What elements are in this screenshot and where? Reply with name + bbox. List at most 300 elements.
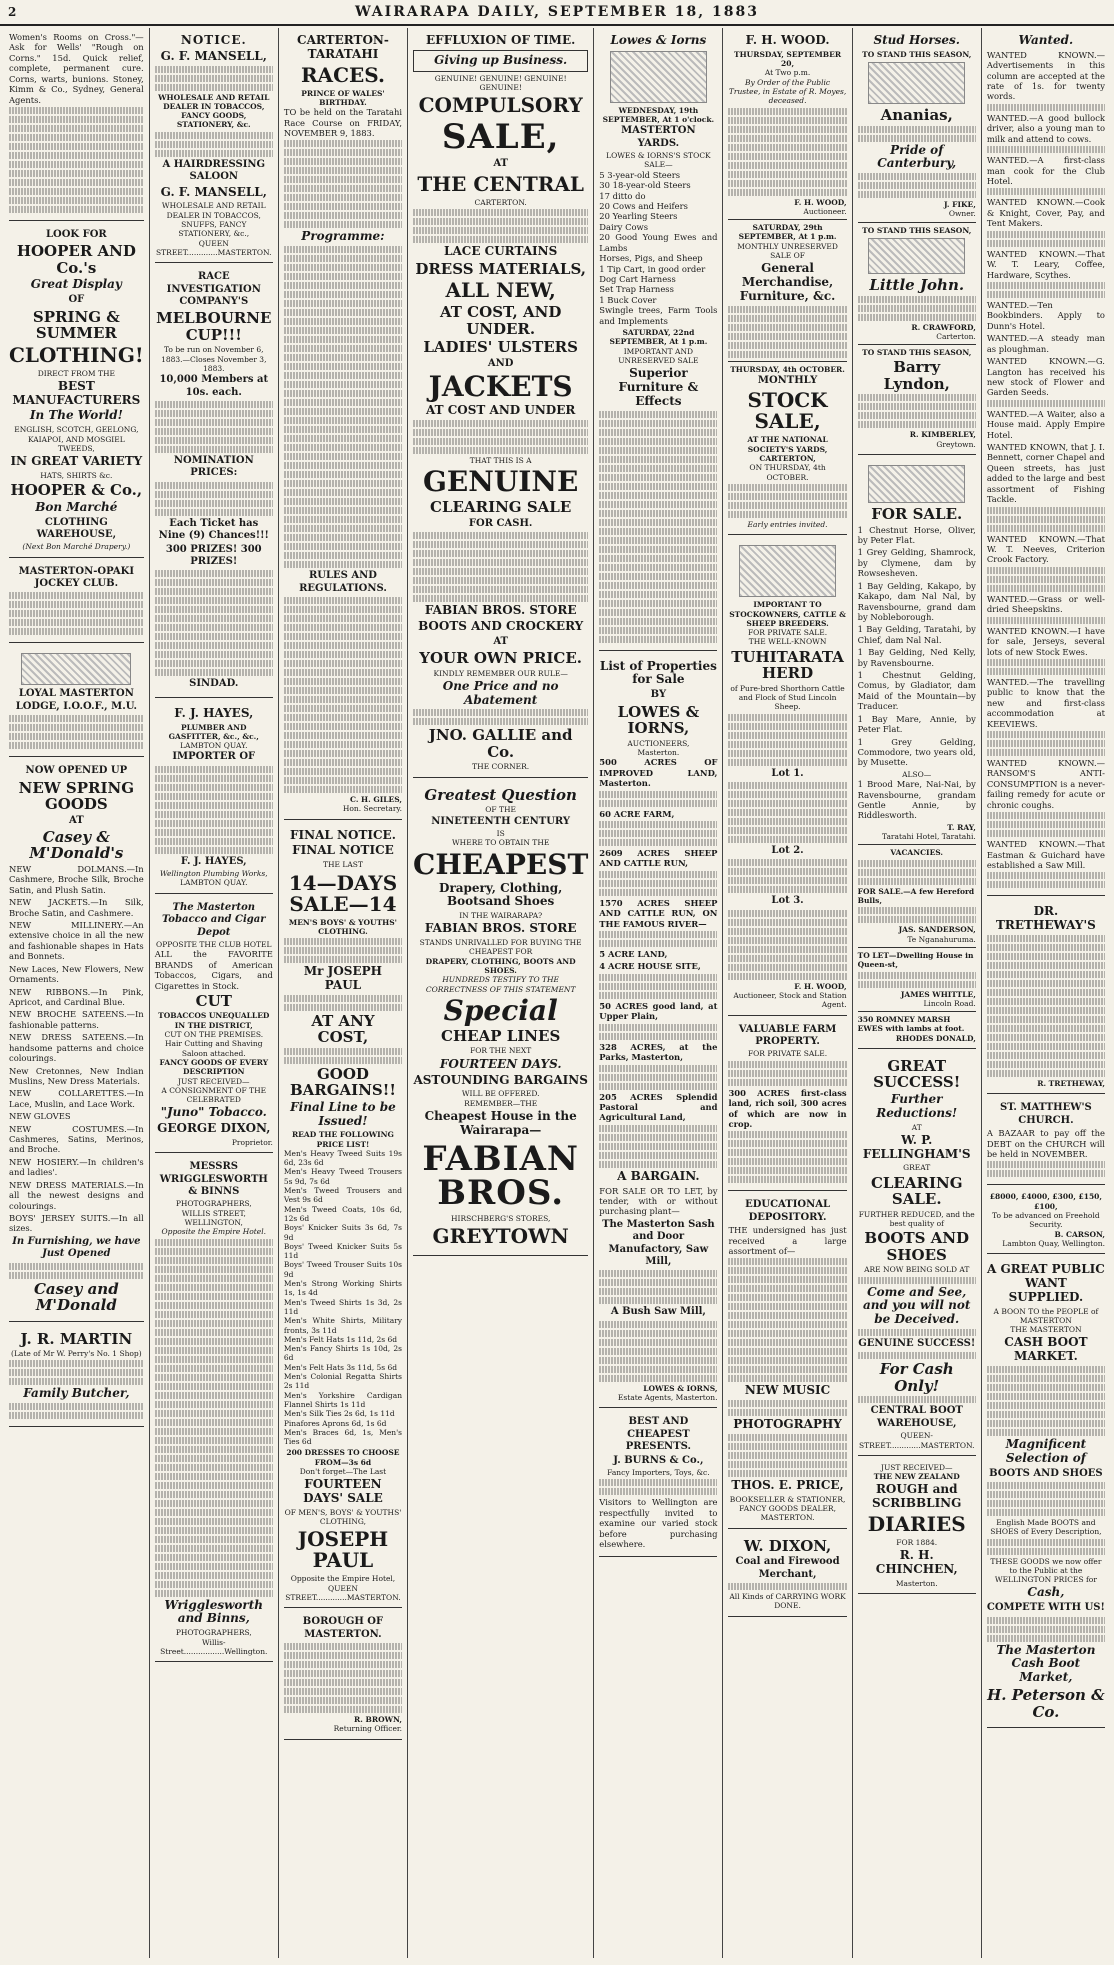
of-the: OF THE [485, 805, 517, 815]
column-3 [279, 28, 408, 1958]
ad-fabian [413, 781, 588, 1256]
cheap-lines: CHEAP LINES [441, 1026, 561, 1045]
horse-list-item: 1 Bay Gelding, Taratahi, by Chief, dam Nal Nal. [857, 624, 976, 645]
column-5 [594, 28, 723, 1958]
ad-mansell-notice [155, 28, 273, 263]
ad-price [728, 1194, 846, 1528]
fourteen: FOURTEEN DAYS. [439, 1056, 562, 1071]
at-two: At Two p.m. [764, 68, 811, 78]
wanted-item: WANTED.—Ten Bookbinders. Apply to Dunn's Hotel. [986, 299, 1105, 331]
ad-carson [987, 1188, 1105, 1254]
stud-header: Stud Horses. [873, 33, 960, 47]
casey-item: NEW COSTUMES.—In Cashmeres, Satins, Merinos, and Broche. [9, 1123, 144, 1155]
ad-lodge [9, 646, 144, 757]
at-cost-under: AT COST AND UNDER [425, 403, 576, 418]
casey-item: NEW RIBBONS.—In Pink, Apricot, and Cardinal Blue. [9, 986, 144, 1007]
race-inv: RACE INVESTIGATION COMPANY'S [166, 271, 261, 307]
ad-hayes [155, 701, 273, 894]
column-6 [723, 28, 852, 1958]
general: General Merchandise, Furniture, &c. [739, 261, 836, 303]
list-props: List of Properties for Sale [599, 658, 717, 687]
wanted-item: WANTED.—A first-class man cook for the Club Hotel. [986, 155, 1105, 187]
nai-nai: 1 Brood Mare, Nai-Nai, by Ravensbourne, grandam Gentle Annie, by Riddlesworth. [857, 779, 976, 821]
consignment: A CONSIGNMENT OF THE CELEBRATED [161, 1085, 267, 1105]
cut: CUT [195, 991, 232, 1010]
at-the: AT THE NATIONAL SOCIETY'S YARDS, CARTERTON, [747, 435, 828, 464]
great: GREAT [903, 1163, 931, 1173]
acres-60: 60 ACRE FARM, [599, 808, 675, 819]
these-goods: THESE GOODS we now offer to the Public at the WELLINGTON PRICES for [990, 1556, 1102, 1585]
owner: Owner. [948, 209, 976, 219]
casey-item: New Cretonnes, New Indian Muslins, New Dress Materials. [9, 1065, 144, 1086]
casey-item: NEW JACKETS.—In Silk, Broche Satin, and Cashmere. [9, 897, 144, 918]
stands: STANDS UNRIVALLED FOR BUYING THE [419, 938, 582, 948]
clearing: CLEARING SALE. [870, 1173, 963, 1209]
melbourne: MELBOURNE CUP!!! [156, 309, 272, 344]
lambton: LAMBTON QUAY. [180, 741, 248, 751]
little-john: Little John. [869, 276, 965, 295]
casey-item: NEW COLLARETTES.—In Lace, Muslin, and Lace Work. [9, 1088, 144, 1109]
masterton-cash: The Masterton Cash Boot Market, [996, 1642, 1096, 1685]
educational: EDUCATIONAL DEPOSITORY. [745, 1199, 831, 1223]
giving-up: Giving up Business. [413, 50, 588, 72]
column-2 [150, 28, 279, 1958]
mens-suits: Men's Heavy Tweed Suits 19s 6d, 23s 6d Men's Heavy Tweed Trousers 5s 9d, 7s 6d Men's Tweed Trousers and Vest 9s 6d Men's Tweed Coats, 10s 6d, 12s 6d Boys' Knicker Suits 3s 6d, 7s 9d Boys' Tweed Knicker Suits 5s 11d Boys' Tweed Trouser Suits 10s 9d Men's Strong Working Shirts 1s, 1s 4d Men's Tweed Shirts 1s 3d, 2s 11d Men's White Shirts, Military fronts, 3s 11d Men's Felt Hats 1s 11d, 2s 6d Men's Fancy Shirts 1s 10d, 2s 6d Men's Felt Hats 3s 11d, 5s 6d Men's Colonial Regatta Shirts 2s 11d Men's Yorkshire Cardigan Flannel Shirts 1s 11d Men's Silk Ties 2s 6d, 1s 11d Pinafores Aprons 6d, 1s 6d Men's Braces 6d, 1s, Men's Ties 6d [283, 1148, 403, 1447]
prince: PRINCE OF WALES' BIRTHDAY. [301, 88, 385, 107]
special: Special [443, 993, 558, 1027]
a-boon: A BOON TO the PEOPLE of MASTERTON [993, 1306, 1099, 1325]
tay: T. RAY, [947, 822, 976, 832]
mansell2: G. F. MANSELL, [160, 184, 267, 199]
queen-st2: QUEEN STREET.............MASTERTON. [285, 1583, 401, 1603]
ad-bazaar [987, 1097, 1105, 1185]
livestock-illustration [610, 51, 707, 103]
acres-205: 205 ACRES Splendid Pastoral and Agricultural Land, [599, 1091, 718, 1123]
column-7 [853, 28, 982, 1958]
burns: J. BURNS & Co., [613, 1454, 704, 1466]
your-own: YOUR OWN PRICE. [419, 649, 583, 668]
horse-list-item: 1 Bay Gelding, Ned Kelly, by Ravensbourne. [857, 647, 976, 668]
important: IMPORTANT AND UNRESERVED SALE [618, 346, 699, 365]
carterton: CARTERTON. [474, 197, 527, 207]
bon-marche: Bon Marché [35, 499, 118, 514]
casey-title: Casey & M'Donald's [29, 827, 124, 863]
the-undersigned: THE undersigned has just received a large assortment of— [728, 1225, 847, 1257]
horse-list-item: 1 Grey Gelding, Shamrock, by Clymene, dam by Rowsesheven. [857, 547, 976, 579]
wanted-item: WANTED KNOWN.—That W. T. Leary, Coffee, Hardware, Scythes. [986, 248, 1105, 280]
nineteenth: NINETEENTH CENTURY [431, 815, 571, 827]
at: AT [69, 814, 84, 826]
thursday2: THURSDAY, 4th OCTOBER. [730, 364, 845, 374]
auctioneer: Auctioneer. [803, 206, 847, 216]
drapery2: DRAPERY, CLOTHING, BOOTS AND SHOES. [425, 956, 576, 976]
kimberley: R. KIMBERLEY, [909, 430, 976, 440]
genuine-success: GENUINE SUCCESS! [858, 1338, 976, 1350]
notice: NOTICE. [180, 33, 247, 47]
spring-summer: SPRING & SUMMER [32, 307, 120, 343]
price: THOS. E. PRICE, [731, 1478, 844, 1493]
ad-burns [599, 1411, 717, 1557]
lincoln: Lincoln Road. [923, 998, 976, 1008]
hayes-footer: F. J. HAYES, [180, 855, 247, 867]
boots-shoes: BOOTS AND SHOES [989, 1467, 1103, 1479]
for-sale: FOR SALE. [871, 505, 963, 524]
queen-street: QUEEN-STREET.............MASTERTON. [858, 1431, 975, 1450]
matthews: ST. MATTHEW'S CHURCH. [1000, 1102, 1092, 1126]
casey-item: NEW BROCHE SATEENS.—In fashionable patterns. [9, 1009, 144, 1030]
at-any-cost: AT ANY COST, [311, 1011, 375, 1047]
clothing-warehouse: CLOTHING WAREHOUSE, [36, 516, 117, 540]
races: RACES. [300, 62, 385, 87]
cattle-illustration [739, 545, 836, 597]
acre-5: 5 ACRE LAND, [599, 949, 668, 960]
ad-tuhitarata [728, 538, 846, 1015]
casey-item: New Laces, New Flowers, New Ornaments. [9, 963, 144, 985]
plumber: PLUMBER AND GASFITTER, &c., &c., [168, 722, 259, 741]
best-manufacturers: BEST MANUFACTURERS [12, 378, 141, 407]
ad-joseph-paul [284, 823, 402, 1609]
one-price: One Price and no Abatement [442, 678, 559, 707]
nomination: NOMINATION PRICES: [173, 454, 254, 479]
carson: B. CARSON, [1054, 1229, 1105, 1239]
sindad: SINDAD. [189, 678, 239, 690]
english: English Made BOOTS and SHOES of Every Description, [990, 1518, 1102, 1537]
greatest: Greatest Question [424, 785, 577, 804]
hair-cutting: Hair Cutting and Shaving Saloon attached. [164, 1039, 263, 1058]
returning-officer: Returning Officer. [333, 1724, 403, 1734]
at-cost: AT COST, AND UNDER. [439, 303, 562, 338]
next-bon: (Next Bon Marché Drapery.) [22, 542, 131, 552]
private-sale2: FOR PRIVATE SALE. [747, 1049, 828, 1059]
lambton2: LAMBTON QUAY. [180, 878, 248, 888]
best-cheapest: BEST AND CHEAPEST PRESENTS. [625, 1416, 691, 1453]
brown: R. BROWN, [354, 1715, 403, 1725]
acres-2609: 2609 ACRES SHEEP AND CATTLE RUN, [599, 847, 718, 869]
the-masterton: THE MASTERTON [1010, 1325, 1082, 1335]
chinchen: R. H. CHINCHEN, [875, 1548, 958, 1577]
rules: RULES AND REGULATIONS. [299, 570, 387, 594]
now-opened: NOW OPENED UP [25, 765, 128, 777]
boots: BOOTS AND CROCKERY [418, 618, 584, 633]
cloth-types: ENGLISH, SCOTCH, GEELONG, KAIAPOI, AND MOSGIEL TWEEDS, [14, 425, 139, 453]
photographers2: PHOTOGRAPHERS, [175, 1628, 252, 1638]
rough: ROUGH and SCRIBBLING [872, 1482, 962, 1511]
lace-curtains: LACE CURTAINS [444, 243, 558, 258]
casey-item: NEW HOSIERY.—In children's and ladies'. [9, 1156, 144, 1178]
for-cash: FOR CASH. [468, 517, 533, 529]
horse-illustration [868, 465, 965, 503]
final-notice2: FINAL NOTICE [292, 843, 394, 858]
ad-diaries [858, 1459, 976, 1594]
jockey-club-title: MASTERTON-OPAKI JOCKEY CLUB. [18, 565, 134, 589]
casey-item: BOYS' JERSEY SUITS.—In all sizes. [9, 1213, 144, 1234]
ladies-ulsters: LADIES' ULSTERS [423, 338, 578, 357]
wanted-item: WANTED KNOWN.—I have for sale, Jerseys, several lots of new Stock Ewes. [986, 625, 1105, 657]
queen-st: QUEEN STREET.............MASTERTON. [156, 238, 272, 257]
at2: AT [493, 635, 508, 647]
corner: THE CORNER. [472, 762, 530, 772]
lowes-header: Lowes & Iorns [610, 33, 707, 47]
lowes-footer: LOWES & IORNS, [643, 1383, 718, 1393]
mansell: G. F. MANSELL, [160, 48, 267, 63]
further: Further Reductions! [876, 1091, 958, 1120]
further-reduced: FURTHER REDUCED, and the best quality of [858, 1209, 975, 1229]
crawford: R. CRAWFORD, [911, 322, 976, 332]
central-boot: CENTRAL BOOT WAREHOUSE, [870, 1405, 963, 1429]
wanted-item: WANTED KNOWN.—Advertisements in this column are accepted at the rate of 1s. for twenty words. [986, 49, 1105, 102]
club-hotel: OPPOSITE THE CLUB HOTEL [156, 939, 272, 949]
proprietor: Proprietor. [231, 1138, 273, 1147]
genuine2: GENUINE [423, 465, 579, 499]
joseph-paul: Mr JOSEPH PAUL [303, 964, 382, 992]
at: AT [911, 1122, 922, 1132]
rhodes: RHODES DONALD, [895, 1033, 976, 1043]
ananias: Ananias, [880, 106, 953, 125]
new-spring: NEW SPRING GOODS [18, 778, 134, 814]
shares: 10,000 Members at 10s. each. [159, 374, 269, 398]
at: AT [493, 158, 508, 170]
ad-stud-horses [858, 28, 976, 455]
horse-list-item: 1 Grey Gelding, Commodore, two years old, by Musette. [857, 736, 976, 768]
pure-bred: of Pure-bred Shorthorn Cattle and Flock of Stud Lincoln Sheep. [730, 683, 845, 712]
wriggles-binns: MESSRS WRIGGLESWORTH & BINNS [159, 1161, 268, 1198]
importers: Fancy Importers, Toys, &c. [607, 1468, 710, 1478]
photography: PHOTOGRAPHY [733, 1417, 842, 1432]
tobacco-cloud: The Masterton Tobacco and Cigar Depot [162, 901, 266, 938]
tretheway: DR. TRETHEWAY'S [996, 904, 1096, 933]
horse-illustration [868, 62, 965, 104]
is: IS [496, 828, 505, 838]
great-display: Great Display [30, 277, 122, 292]
fellingham: W. P. FELLINGHAM'S [862, 1132, 971, 1161]
handshake-emblem [21, 653, 131, 685]
ad-valuable-farm [728, 1019, 846, 1192]
monthly2: MONTHLY [757, 375, 818, 387]
dress-materials: DRESS MATERIALS, [415, 259, 586, 278]
importer: IMPORTER OF [172, 751, 256, 763]
fourteen2: FOURTEEN DAYS' SALE [303, 1477, 383, 1506]
valuable: VALUABLE FARM PROPERTY. [738, 1023, 837, 1048]
direct-from: DIRECT FROM THE [37, 368, 115, 378]
great-variety: IN GREAT VARIETY [10, 454, 143, 469]
compulsory: COMPULSORY [418, 93, 583, 118]
cheapest2: CHEAPEST FOR [469, 947, 533, 957]
wellington: Wellington Plumbing Works, [159, 869, 268, 879]
coal: Coal and Firewood Merchant, [735, 1556, 840, 1580]
giles: C. H. GILES, [350, 795, 403, 805]
fancy-goods: FANCY GOODS OF EVERY DESCRIPTION [159, 1057, 269, 1077]
ad-wrigglesworth [155, 1156, 273, 1662]
private-sale: FOR PRIVATE SALE. [747, 628, 828, 638]
tretheway-footer: R. TRETHEWAY, [1037, 1079, 1105, 1089]
masterton: Masterton. [637, 747, 680, 757]
gallie: JNO. GALLIE and Co. [428, 726, 573, 761]
horse-list-item: 1 Bay Mare, Annie, by Peter Flat. [857, 713, 976, 735]
genuine: GENUINE! GENUINE! GENUINE! GENUINE! [434, 73, 567, 92]
wanted-item: WANTED KNOWN.—G. Langton has received his new stock of Flower and Garden Seeds. [986, 356, 1105, 398]
masterton: Masterton. [895, 1578, 938, 1588]
ad-wanted [987, 28, 1105, 896]
wanted-item: WANTED KNOWN.—That W. T. Neeves, Criterion Crook Factory. [986, 533, 1105, 565]
will-be: WILL BE OFFERED. [461, 1089, 540, 1099]
casey-footer: Casey and M'Donald [33, 1279, 119, 1315]
ad-rough-on-corns [9, 28, 144, 221]
ad-martin [9, 1325, 144, 1428]
programme: Programme: [301, 229, 385, 244]
hooper-co: HOOPER & Co., [10, 481, 143, 500]
bazaar: A BAZAAR to pay off the DEBT on the CHURCH will be held in NOVEMBER. [986, 1128, 1105, 1159]
fabian-title: FABIAN BROS. STORE [424, 603, 577, 618]
wanted-item: WANTED.—Grass or well-dried Sheepskins. [986, 593, 1105, 615]
greytown: Greytown. [936, 439, 976, 449]
to-stand3: TO STAND THIS SEASON, [862, 348, 972, 358]
ad-wood [728, 28, 846, 535]
auctioneer-agent: Auctioneer, Stock and Station Agent. [733, 991, 847, 1010]
final-notice: FINAL NOTICE. [290, 827, 396, 842]
great-public: A GREAT PUBLIC WANT SUPPLIED. [986, 1262, 1105, 1304]
family-butcher: Family Butcher, [23, 1386, 130, 1401]
peterson: H. Peterson & Co. [987, 1686, 1105, 1721]
important: IMPORTANT TO STOCKOWNERS, CATTLE & SHEEP BREEDERS. [729, 600, 846, 628]
vacancies: VACANCIES. [890, 848, 944, 858]
hon-sec: Hon. Secretary. [342, 804, 403, 814]
stock-sale: STOCK SALE, [747, 388, 828, 434]
lot1: Lot 1. [771, 767, 804, 779]
ad-melbourne-cup [155, 266, 273, 698]
wanted-item: WANTED.—A steady man as ploughman. [986, 333, 1105, 354]
wanted-item: WANTED KNOWN.—Cook & Knight, Cover, Pay, and Tent Makers. [986, 197, 1105, 229]
cut-on-premises: CUT ON THE PREMISES. [164, 1030, 264, 1040]
friday: TO be held on the Taratahi Race Course on FRIDAY, NOVEMBER 9, 1883. [283, 107, 403, 139]
wanted-item: WANTED KNOWN.—That Eastman & Guichard have established a Saw Mill. [986, 839, 1105, 870]
bush-saw: A Bush Saw Mill, [610, 1306, 706, 1318]
in-furnishing: In Furnishing, we have Just Opened [12, 1235, 141, 1260]
early-entries: Early entries invited. [747, 519, 828, 529]
clothing: CLOTHING! [9, 342, 144, 367]
wanted-item: WANTED.—A good bullock driver, also a young man to milk and attend to cows. [986, 112, 1105, 144]
in-world: In The World! [29, 408, 123, 423]
horse-illustration [868, 238, 965, 274]
melbourne-sub: To be run on November 6, 1883.—Closes November 3, 1883. [161, 345, 267, 373]
great-success: GREAT SUCCESS! [873, 1056, 961, 1092]
for-sale2: FOR SALE.—A few Hereford Bulls, [857, 886, 975, 906]
sanderson: JAS. SANDERSON, [898, 925, 976, 935]
column-8 [982, 28, 1110, 1958]
wrigg-footer: Wrigglesworth and Binns, [164, 1597, 264, 1626]
stock-list: 5 3-year-old Steers 30 18-year-old Steers 17 ditto do 20 Cows and Heifers 20 Yearling Steers Dairy Cows 20 Good Young Ewes and Lambs Horses, Pigs, and Sheep 1 Tip Cart, in good order Dog Cart Harness Set Trap Harness 1 Buck Cover Swingle trees, Farm Tools and Implements [599, 169, 718, 326]
rent: FOR SALE OR TO LET, by tender, with or without purchasing plant— [599, 1185, 718, 1217]
greytown: GREYTOWN [432, 1223, 569, 1248]
fike: J. FIKE, [943, 200, 976, 210]
willis-street: WILLIS STREET, WELLINGTON, [181, 1208, 246, 1228]
to-stand2: TO STAND THIS SEASON, [862, 225, 972, 235]
hats: HATS, SHIRTS &c. [40, 470, 113, 480]
new-zealand: THE NEW ZEALAND [873, 1472, 960, 1482]
sale: SALE, [441, 117, 560, 158]
come-see: Come and See, and you will not be Deceived. [863, 1284, 971, 1327]
ad-fellingham [858, 1052, 976, 1456]
column-4 [408, 28, 594, 1958]
to-let: TO LET—Dwelling House in Queen-st, [857, 950, 974, 970]
lodge-title: LOYAL MASTERTON LODGE, I.O.O.F., M.U. [15, 688, 137, 712]
wanted-header: Wanted. [1018, 33, 1074, 47]
pride: Pride of Canterbury, [877, 142, 957, 171]
ad-lowes [599, 28, 717, 651]
on-thursday: ON THURSDAY, 4th OCTOBER. [749, 463, 826, 482]
prices: £8000, £4000, £300, £150, £100, [989, 1192, 1102, 1211]
by: BY [650, 689, 667, 701]
final-line: Final Line to be Issued! [290, 1099, 396, 1128]
wood2: F. H. WOOD, [794, 981, 847, 991]
to-stand: TO STAND THIS SEASON, [862, 49, 972, 59]
borough: BOROUGH OF MASTERTON. [302, 1616, 384, 1640]
lot3: Lot 3. [771, 895, 804, 907]
wanted-item: WANTED KNOWN.—RANSOM'S ANTI-CONSUMPTION is a never-failing remedy for acute or chronic coughs. [986, 758, 1105, 810]
casey-item: NEW DOLMANS.—In Cashmere, Broche Silk, Broche Satin, and Plush Satin. [9, 863, 144, 895]
monthly: MONTHLY UNRESERVED SALE OF [737, 241, 838, 261]
fourteen-days: 14—DAYS SALE—14 [288, 870, 398, 916]
in-wairarapa: IN THE WAIRARAPA? [459, 911, 543, 921]
empire: Opposite the Empire Hotel, [290, 1574, 396, 1584]
mens2: OF MEN'S, BOYS' & YOUTHS' CLOTHING, [284, 1507, 402, 1527]
willis2: Willis-Street.................Wellington. [160, 1637, 268, 1656]
tuhitarata: TUHITARATA HERD [731, 647, 844, 683]
each-ticket: Each Ticket has Nine (9) Chances!!! [158, 517, 269, 542]
hundreds: HUNDREDS TESTIFY TO THE CORRECTNESS OF THIS STATEMENT [425, 975, 576, 994]
saturday: SATURDAY, 29th SEPTEMBER, At 1 p.m. [738, 223, 837, 242]
acres-300: 300 ACRES first-class land, rich soil, 300 acres of which are now in crop. [728, 1087, 847, 1129]
estate-agents: Estate Agents, Masterton. [617, 1393, 718, 1403]
for-cash: For Cash Only! [879, 1360, 954, 1395]
three-hundred: 200 DRESSES TO CHOOSE FROM—3s 6d [286, 1448, 400, 1467]
lambton2: Lambton Quay, Wellington. [1002, 1238, 1105, 1248]
prizes: 300 PRIZES! 300 PRIZES! [165, 543, 262, 567]
ad-hooper [9, 224, 144, 558]
casey-item: NEW DRESS SATEENS.—In handsome patterns and choice colourings. [9, 1032, 144, 1064]
hooper-title: HOOPER AND Co.'s [16, 242, 136, 277]
acres-50: 50 ACRES good land, at Upper Plain, [599, 1000, 718, 1022]
bookseller: BOOKSELLER & STATIONER, FANCY GOODS DEALER, MASTERTON. [729, 1494, 846, 1523]
dixon: GEORGE DIXON, [157, 1121, 271, 1136]
also: ALSO— [902, 769, 932, 779]
by-order: By Order of the Public Trustee, in Estate of R. Moyes, deceased. [728, 77, 847, 106]
magnificent: Magnificent Selection of [1005, 1437, 1087, 1465]
mansell2-sub: WHOLESALE AND RETAIL DEALER IN TOBACCOS, SNUFFS, FANCY STATIONERY, &c., [161, 201, 266, 239]
ad-tretheway [987, 899, 1105, 1094]
acres-328: 328 ACRES, at the Parks, Masterton, [599, 1041, 718, 1063]
ad-text: Women's Rooms on Cross."—Ask for Wells' "Rough on Corns." 15d. Quick relief, complete, permanent cure. Corns, warts, bunions. Stoney, Kimm & Co., Sydney, General Agents. [9, 32, 144, 105]
hairdressing: A HAIRDRESSING SALOON [162, 158, 266, 183]
auctioneers: AUCTIONEERS, [627, 738, 690, 748]
wholesale: WHOLESALE AND RETAIL DEALER IN TOBACCOS, FANCY GOODS, STATIONERY, &c. [158, 92, 270, 130]
just-received: JUST RECEIVED— [177, 1076, 250, 1086]
cheapest: CHEAPEST [413, 847, 589, 881]
ad-tobacco [155, 897, 273, 1154]
carterton-title: CARTERTON-TARATAHI [297, 33, 389, 61]
acres-500: 500 ACRES OF IMPROVED LAND, Masterton. [599, 757, 718, 789]
compete: COMPETE WITH US! [986, 1602, 1105, 1614]
advanced: To be advanced on Freehold Security. [992, 1210, 1100, 1230]
just-received: JUST RECEIVED— [880, 1462, 953, 1472]
masterton-sash: The Masterton Sash and Door Manufactory, Saw Mill, [602, 1218, 715, 1268]
casey-item: NEW MILLINERY.—An extensive choice in all the new and fashionable shapes in Hats and Bonnets. [9, 920, 144, 962]
are-now: ARE NOW BEING SOLD AT [864, 1265, 970, 1275]
the-central: THE CENTRAL [417, 171, 584, 196]
wanted-item: WANTED KNOWN, that J. I. Bennett, corner Chapel and Queen streets, has just added to the large and best assortment of Fishing Tackle. [986, 442, 1105, 505]
ad-jockey-club [9, 561, 144, 644]
wood: F. H. WOOD, [794, 197, 847, 207]
ad-carterton-races [284, 28, 402, 820]
